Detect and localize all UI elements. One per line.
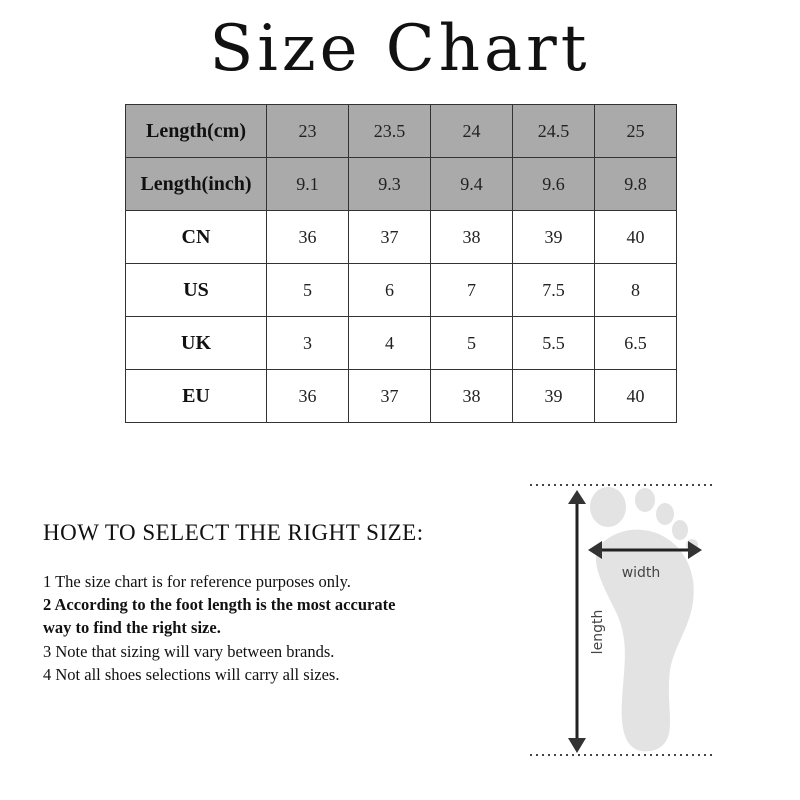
- size-table: [125, 104, 677, 423]
- table-cell: 4: [349, 317, 431, 370]
- table-row: [126, 211, 677, 264]
- foot-measurement-diagram: [520, 470, 720, 770]
- table-cell: 5: [267, 264, 349, 317]
- howto-heading: HOW TO SELECT THE RIGHT SIZE:: [43, 520, 424, 545]
- table-cell: 40: [595, 211, 677, 264]
- table-cell: 39: [513, 370, 595, 423]
- table-cell: 5.5: [513, 317, 595, 370]
- table-cell: 25: [595, 105, 677, 158]
- table-cell: 3: [267, 317, 349, 370]
- table-cell: 6.5: [595, 317, 677, 370]
- table-cell: 5: [431, 317, 513, 370]
- table-cell: 38: [431, 370, 513, 423]
- table-row: [126, 264, 677, 317]
- foot-icon: [590, 487, 698, 751]
- table-cell: 37: [349, 211, 431, 264]
- note-3: 3 Note that sizing will vary between brands.: [43, 641, 335, 661]
- row-label: UK: [126, 317, 267, 370]
- arrow-down-icon: [568, 738, 586, 753]
- table-cell: 6: [349, 264, 431, 317]
- table-cell: 9.4: [431, 158, 513, 211]
- table-cell: 8: [595, 264, 677, 317]
- row-label: CN: [126, 211, 267, 264]
- table-cell: 9.3: [349, 158, 431, 211]
- table-cell: 38: [431, 211, 513, 264]
- table-row: [126, 317, 677, 370]
- note-2: 2 According to the foot length is the most accurate way to find the right size.: [43, 595, 396, 638]
- notes-list: [43, 570, 413, 686]
- arrow-up-icon: [568, 490, 586, 504]
- table-cell: 24.5: [513, 105, 595, 158]
- row-label: Length(cm): [126, 105, 267, 158]
- note-4: 4 Not all shoes selections will carry all sizes.: [43, 664, 340, 684]
- table-cell: 36: [267, 370, 349, 423]
- arrow-left-icon: [588, 541, 602, 559]
- table-cell: 7.5: [513, 264, 595, 317]
- table-cell: 24: [431, 105, 513, 158]
- table-cell: 40: [595, 370, 677, 423]
- table-row: [126, 370, 677, 423]
- length-label: length: [590, 609, 606, 655]
- page-title: Size Chart: [209, 12, 591, 86]
- table-cell: 37: [349, 370, 431, 423]
- table-cell: 39: [513, 211, 595, 264]
- width-label: width: [621, 565, 661, 581]
- table-row: [126, 105, 677, 158]
- table-cell: 9.1: [267, 158, 349, 211]
- table-cell: 23.5: [349, 105, 431, 158]
- table-cell: 9.6: [513, 158, 595, 211]
- row-label: US: [126, 264, 267, 317]
- row-label: Length(inch): [126, 158, 267, 211]
- table-cell: 36: [267, 211, 349, 264]
- table-cell: 9.8: [595, 158, 677, 211]
- table-cell: 7: [431, 264, 513, 317]
- note-1: 1 The size chart is for reference purposes only.: [43, 572, 351, 591]
- table-cell: 23: [267, 105, 349, 158]
- table-row: [126, 158, 677, 211]
- row-label: EU: [126, 370, 267, 423]
